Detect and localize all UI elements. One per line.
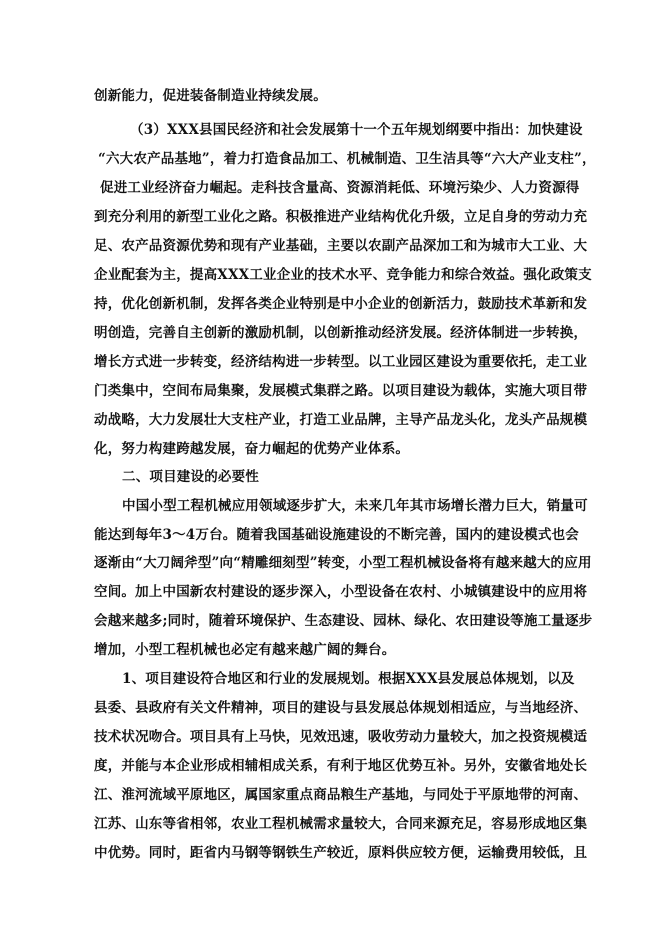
text-line: 会越来越多;同时，随着环境保护、生态建设、园林、绿化、农田建设等施工量逐步 [94, 613, 593, 629]
text-line: 持，优化创新机制，发挥各类企业特别是中小企业的创新活力，鼓励技术革新和发 [94, 296, 588, 312]
text-line: 中优势。同时，距省内马钢等钢铁生产较近，原料供应较方便，运输费用较低，且 [94, 845, 588, 861]
text-line: 1、项目建设符合地区和行业的发展规划。根据XXX县发展总体规划，以及 [122, 671, 575, 687]
text-line: 度，并能与本企业形成相辅相成关系，有利于地区优势互补。另外，安徽省地处长 [94, 758, 588, 774]
section-heading: 二、项目建设的必要性 [122, 469, 259, 485]
text-line: “六大农产品基地”，着力打造食品加工、机械制造、卫生洁具等“六大产业支柱”， [98, 151, 596, 167]
text-line: 江苏、山东等省相邻，农业工程机械需求量较大，合同来源充足，容易形成地区集 [94, 816, 588, 832]
text-line: 企业配套为主，提高XXX工业企业的技术水平、竞争能力和综合效益。强化政策支 [94, 267, 592, 283]
text-line: 创新能力，促进装备制造业持续发展。 [94, 88, 327, 104]
text-line: 技术状况吻合。项目具有上马快，见效迅速，吸收劳动力量较大，加之投资规模适 [94, 729, 588, 745]
text-line: 明创造，完善自主创新的激励机制，以创新推动经济发展。经济体制进一步转换， [94, 325, 588, 341]
text-line: 能达到每年3～4万台。随着我国基础设施建设的不断完善，国内的建设模式也会 [94, 527, 579, 543]
text-line: 促进工业经济奋力崛起。走科技含量高、资源消耗低、环境污染少、人力资源得 [100, 180, 580, 196]
text-line: 动战略，大力发展壮大支柱产业，打造工业品牌，主导产品龙头化，龙头产品规模 [94, 412, 588, 428]
text-line: 到充分利用的新型工业化之路。积极推进产业结构优化升级，立足自身的劳动力充 [94, 209, 588, 225]
text-line: 增加，小型工程机械也必定有越来越广阔的舞台。 [94, 642, 396, 658]
text-line: 足、农产品资源优势和现有产业基础，主要以农副产品深加工和为城市大工业、大 [94, 238, 588, 254]
text-line: 空间。加上中国新农村建设的逐步深入，小型设备在农村、小城镇建设中的应用将 [94, 584, 588, 600]
text-line: 门类集中，空间布局集聚，发展模式集群之路。以项目建设为载体，实施大项目带 [94, 383, 588, 399]
text-line: 增长方式进一步转变，经济结构进一步转型。以工业园区建设为重要依托，走工业 [94, 354, 588, 370]
text-line: 县委、县政府有关文件精神，项目的建设与县发展总体规划相适应，与当地经济、 [94, 700, 588, 716]
text-line: （3）XXX县国民经济和社会发展第十一个五年规划纲要中指出：加快建设 [130, 122, 583, 138]
text-line: 中国小型工程机械应用领域逐步扩大，未来几年其市场增长潜力巨大，销量可 [122, 498, 588, 514]
text-line: 江、淮河流域平原地区，属国家重点商品粮生产基地，与同处于平原地带的河南、 [94, 787, 588, 803]
text-line: 逐渐由“大刀阔斧型”向“精雕细刻型”转变，小型工程机械设备将有越来越大的应用 [94, 555, 592, 571]
text-line: 化，努力构建跨越发展，奋力崛起的优势产业体系。 [94, 441, 410, 457]
